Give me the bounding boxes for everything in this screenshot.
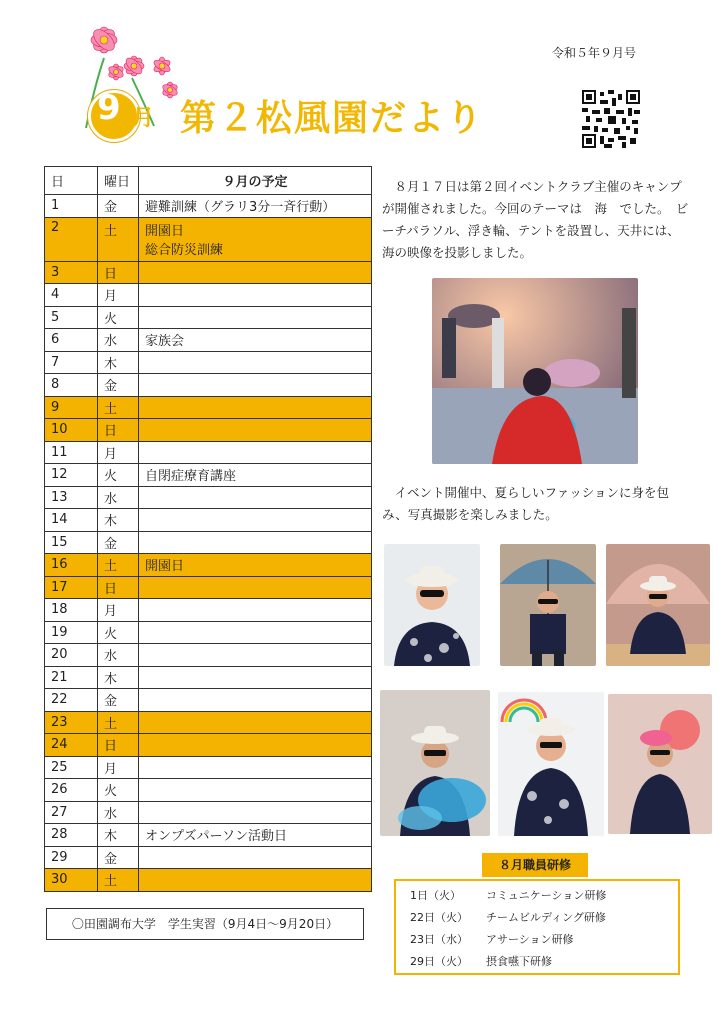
- article-paragraph-2: イベント開催中、夏らしいファッションに身を包み、写真撮影を楽しみました。: [382, 485, 670, 522]
- schedule-plan-cell: [139, 509, 372, 532]
- schedule-plan-cell: [139, 486, 372, 509]
- schedule-weekday-cell: 水: [98, 801, 139, 824]
- schedule-weekday-cell: 日: [98, 576, 139, 599]
- schedule-row: [45, 801, 372, 824]
- schedule-row: [45, 531, 372, 554]
- schedule-day-cell: 5: [45, 306, 98, 329]
- camp-event-photo: [432, 278, 638, 464]
- schedule-row: [45, 284, 372, 307]
- schedule-plan-cell: [139, 374, 372, 397]
- schedule-plan-cell: 家族会: [139, 329, 372, 352]
- schedule-day-cell: 17: [45, 576, 98, 599]
- schedule-day-cell: 1: [45, 195, 98, 218]
- fashion-photo: [608, 694, 712, 834]
- schedule-row: [45, 711, 372, 734]
- schedule-weekday-cell: 日: [98, 419, 139, 442]
- schedule-row: [45, 666, 372, 689]
- schedule-day-cell: 3: [45, 261, 98, 284]
- fashion-photo: [500, 544, 596, 666]
- schedule-plan-cell: [139, 351, 372, 374]
- schedule-plan-cell: [139, 441, 372, 464]
- schedule-row: [45, 329, 372, 352]
- schedule-day-cell: 20: [45, 644, 98, 667]
- schedule-plan-cell: 開園日: [139, 554, 372, 577]
- schedule-row: [45, 464, 372, 487]
- schedule-row: [45, 217, 372, 261]
- schedule-plan-cell: オンプズパーソン活動日: [139, 824, 372, 847]
- schedule-weekday-cell: 土: [98, 869, 139, 892]
- schedule-plan-cell: [139, 306, 372, 329]
- schedule-weekday-cell: 土: [98, 554, 139, 577]
- schedule-day-cell: 18: [45, 599, 98, 622]
- schedule-day-cell: 16: [45, 554, 98, 577]
- schedule-day-cell: 30: [45, 869, 98, 892]
- schedule-day-cell: 27: [45, 801, 98, 824]
- schedule-weekday-cell: 月: [98, 756, 139, 779]
- schedule-day-cell: 13: [45, 486, 98, 509]
- schedule-row: [45, 644, 372, 667]
- schedule-day-cell: 22: [45, 689, 98, 712]
- september-schedule-table: [44, 166, 372, 892]
- schedule-weekday-cell: 水: [98, 486, 139, 509]
- schedule-day-cell: 28: [45, 824, 98, 847]
- schedule-weekday-cell: 金: [98, 846, 139, 869]
- month-number: 9: [97, 88, 121, 128]
- schedule-day-cell: 12: [45, 464, 98, 487]
- schedule-plan-cell: [139, 531, 372, 554]
- schedule-row: [45, 374, 372, 397]
- schedule-row: [45, 846, 372, 869]
- training-item: [410, 929, 678, 951]
- schedule-weekday-cell: 日: [98, 261, 139, 284]
- schedule-row: [45, 486, 372, 509]
- schedule-day-cell: 29: [45, 846, 98, 869]
- schedule-plan-cell: [139, 644, 372, 667]
- month-kanji: 月: [132, 106, 155, 131]
- schedule-weekday-cell: 月: [98, 441, 139, 464]
- training-name: 摂食嚥下研修: [486, 955, 552, 968]
- issue-date: 令和５年９月号: [552, 46, 637, 60]
- schedule-plan-line: 開園日: [145, 223, 185, 239]
- schedule-day-cell: 14: [45, 509, 98, 532]
- schedule-weekday-cell: 日: [98, 734, 139, 757]
- schedule-plan-cell: [139, 846, 372, 869]
- schedule-row: [45, 599, 372, 622]
- schedule-day-cell: 24: [45, 734, 98, 757]
- schedule-plan-cell: [139, 576, 372, 599]
- newsletter-title: 第２松風園だより: [180, 98, 485, 139]
- schedule-day-cell: 7: [45, 351, 98, 374]
- schedule-plan-cell: 自閉症療育講座: [139, 464, 372, 487]
- training-heading: ８月職員研修: [482, 853, 588, 877]
- training-date: 23日（水）: [410, 933, 468, 946]
- intern-note: 〇田園調布大学 学生実習（9月4日～9月20日）: [46, 908, 364, 940]
- schedule-day-cell: 6: [45, 329, 98, 352]
- schedule-plan-cell: [139, 666, 372, 689]
- schedule-weekday-cell: 月: [98, 599, 139, 622]
- col-header-day: 日: [45, 167, 98, 195]
- schedule-row: [45, 734, 372, 757]
- schedule-day-cell: 10: [45, 419, 98, 442]
- schedule-weekday-cell: 土: [98, 217, 139, 261]
- training-item: [410, 951, 678, 973]
- schedule-weekday-cell: 火: [98, 621, 139, 644]
- schedule-row: [45, 621, 372, 644]
- schedule-plan-cell: [139, 689, 372, 712]
- schedule-plan-cell: [139, 801, 372, 824]
- schedule-row: [45, 261, 372, 284]
- schedule-weekday-cell: 金: [98, 531, 139, 554]
- schedule-day-cell: 25: [45, 756, 98, 779]
- schedule-day-cell: 21: [45, 666, 98, 689]
- schedule-row: [45, 306, 372, 329]
- schedule-row: [45, 779, 372, 802]
- schedule-row: [45, 824, 372, 847]
- schedule-weekday-cell: 火: [98, 779, 139, 802]
- schedule-plan-cell: [139, 261, 372, 284]
- schedule-plan-cell: [139, 217, 372, 261]
- col-header-plans: ９月の予定: [139, 167, 372, 195]
- schedule-plan-cell: [139, 419, 372, 442]
- schedule-plan-line: 総合防災訓練: [145, 242, 224, 258]
- schedule-day-cell: 15: [45, 531, 98, 554]
- schedule-row: [45, 351, 372, 374]
- schedule-row: [45, 419, 372, 442]
- schedule-row: [45, 509, 372, 532]
- schedule-weekday-cell: 土: [98, 711, 139, 734]
- schedule-weekday-cell: 土: [98, 396, 139, 419]
- training-name: アサーション研修: [486, 933, 574, 946]
- schedule-plan-cell: [139, 734, 372, 757]
- schedule-plan-cell: [139, 599, 372, 622]
- schedule-weekday-cell: 金: [98, 689, 139, 712]
- schedule-weekday-cell: 金: [98, 374, 139, 397]
- schedule-row: [45, 576, 372, 599]
- schedule-day-cell: 19: [45, 621, 98, 644]
- fashion-photo: [384, 544, 480, 666]
- schedule-weekday-cell: 木: [98, 509, 139, 532]
- training-item: [410, 907, 678, 929]
- schedule-rows: [45, 195, 372, 892]
- schedule-row: [45, 869, 372, 892]
- schedule-weekday-cell: 月: [98, 284, 139, 307]
- schedule-row: [45, 195, 372, 218]
- schedule-plan-cell: 避難訓練（グラリ3分一斉行動）: [139, 195, 372, 218]
- fashion-photo: [606, 544, 710, 666]
- schedule-weekday-cell: 水: [98, 644, 139, 667]
- schedule-day-cell: 9: [45, 396, 98, 419]
- col-header-weekday: 曜日: [98, 167, 139, 195]
- schedule-weekday-cell: 火: [98, 464, 139, 487]
- training-name: コミュニケーション研修: [486, 889, 607, 902]
- fashion-photo: [380, 690, 490, 836]
- schedule-day-cell: 11: [45, 441, 98, 464]
- schedule-weekday-cell: 木: [98, 666, 139, 689]
- schedule-row: [45, 756, 372, 779]
- qr-code-icon[interactable]: [582, 90, 640, 148]
- schedule-day-cell: 26: [45, 779, 98, 802]
- training-item: [410, 885, 678, 907]
- training-list: [394, 879, 680, 975]
- schedule-weekday-cell: 金: [98, 195, 139, 218]
- schedule-day-cell: 8: [45, 374, 98, 397]
- schedule-day-cell: 4: [45, 284, 98, 307]
- training-date: 29日（火）: [410, 955, 468, 968]
- schedule-plan-cell: [139, 711, 372, 734]
- training-name: チームビルディング研修: [486, 911, 606, 924]
- schedule-plan-cell: [139, 756, 372, 779]
- schedule-plan-cell: [139, 396, 372, 419]
- training-date: 22日（火）: [410, 911, 468, 924]
- schedule-day-cell: 2: [45, 217, 98, 261]
- schedule-row: [45, 554, 372, 577]
- article-paragraph: ８月１７日は第２回イベントクラブ主催のキャンプが開催されました。今回のテーマは 海 でした。 ビーチパラソル、浮き輪、テントを設置し、天井には、海の映像を投影しました。: [382, 179, 689, 260]
- schedule-weekday-cell: 水: [98, 329, 139, 352]
- schedule-row: [45, 689, 372, 712]
- schedule-plan-cell: [139, 284, 372, 307]
- schedule-plan-cell: [139, 621, 372, 644]
- schedule-weekday-cell: 木: [98, 351, 139, 374]
- schedule-day-cell: 23: [45, 711, 98, 734]
- schedule-weekday-cell: 火: [98, 306, 139, 329]
- schedule-plan-cell: [139, 779, 372, 802]
- fashion-photo: [498, 692, 604, 836]
- schedule-row: [45, 441, 372, 464]
- training-date: 1日（火）: [410, 889, 461, 902]
- schedule-row: [45, 396, 372, 419]
- schedule-weekday-cell: 木: [98, 824, 139, 847]
- schedule-plan-cell: [139, 869, 372, 892]
